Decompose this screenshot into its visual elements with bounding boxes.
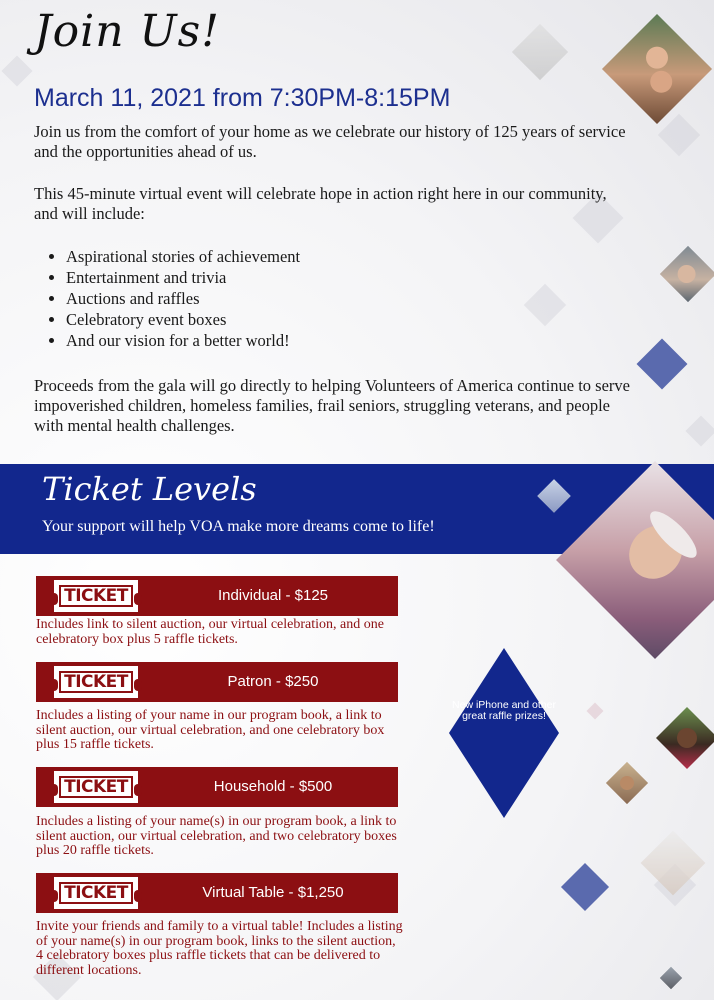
list-item: • Auctions and raffles xyxy=(66,288,300,309)
ticket-patron xyxy=(36,662,398,702)
feature-list xyxy=(34,246,300,351)
photo-boy-diamond xyxy=(606,762,648,804)
ticket-stub-label: TICKET xyxy=(59,585,133,607)
ticket-stub-label: TICKET xyxy=(59,882,133,904)
bokeh-diamond xyxy=(685,415,714,446)
photo-child-bottom-diamond xyxy=(660,967,683,990)
ticket-virtual-table xyxy=(36,873,398,913)
bokeh-diamond xyxy=(658,114,700,156)
photo-elderly-man-diamond xyxy=(660,246,714,303)
intro-paragraph: This 45-minute virtual event will celebrate hope in action right here in our community, and will include: xyxy=(34,184,607,223)
bokeh-diamond xyxy=(587,703,604,720)
page-title: Join Us! xyxy=(34,6,220,57)
ticket-stub-label: TICKET xyxy=(59,776,133,798)
list-item: • And our vision for a better world! xyxy=(66,330,300,351)
proceeds-paragraph: Proceeds from the gala will go directly to helping Volunteers of America continue to serve impoverished children, homeless families, frail seniors, struggling veterans, and people with mental health challenges. xyxy=(34,376,630,435)
ticket-description: Includes a listing of your name(s) in our program book, a link to silent auction, our virtual celebration, and two celebratory boxes plus 20 raffle tickets. xyxy=(36,814,397,858)
event-date: March 11, 2021 from 7:30PM-8:15PM xyxy=(34,84,451,112)
prize-diamond-shape xyxy=(449,648,559,818)
ticket-levels-title: Ticket Levels xyxy=(42,470,257,508)
ticket-level-name: Individual - $125 xyxy=(217,587,329,604)
ticket-stub-icon xyxy=(54,877,138,909)
ticket-level-name: Patron - $250 xyxy=(227,673,319,690)
ticket-level-name: Household - $500 xyxy=(213,778,333,795)
bokeh-diamond xyxy=(1,55,32,86)
prize-callout-text: New iPhone and other great raffle prizes! xyxy=(452,699,556,722)
prize-callout xyxy=(449,648,559,818)
ticket-levels-subtitle: Your support will help VOA make more dreams come to life! xyxy=(42,518,435,535)
list-item: • Entertainment and trivia xyxy=(66,267,300,288)
ticket-description: Invite your friends and family to a virtual table! Includes a listing of your name(s) in our program book, links to the silent auction, 4 celebratory boxes plus raffle tickets that can be delivered to different locations. xyxy=(36,919,403,978)
ticket-individual xyxy=(36,576,398,616)
ticket-household xyxy=(36,767,398,807)
ticket-stub-label: TICKET xyxy=(59,671,133,693)
ticket-level-name: Virtual Table - $1,250 xyxy=(202,884,344,901)
accent-diamond xyxy=(637,339,688,390)
photo-girl-diamond xyxy=(656,707,714,769)
ticket-stub-icon xyxy=(54,771,138,803)
list-item: • Celebratory event boxes xyxy=(66,309,300,330)
ticket-stub-icon xyxy=(54,666,138,698)
ticket-description: Includes a listing of your name in our program book, a link to silent auction, our virtual celebration, and one celebratory box plus 15 raffle tickets. xyxy=(36,708,385,752)
accent-diamond xyxy=(561,863,609,911)
intro-paragraph: Join us from the comfort of your home as we celebrate our history of 125 years of service and the opportunities ahead of us. xyxy=(34,122,626,161)
bokeh-diamond xyxy=(524,284,566,326)
photo-senior-diamond xyxy=(640,830,705,895)
ticket-stub-icon xyxy=(54,580,138,612)
ticket-description: Includes link to silent auction, our virtual celebration, and one celebratory box plus 5 raffle tickets. xyxy=(36,617,384,647)
photo-mother-daughter-diamond xyxy=(602,14,712,124)
photo-child-diamond xyxy=(512,24,569,81)
list-item: • Aspirational stories of achievement xyxy=(66,246,300,267)
